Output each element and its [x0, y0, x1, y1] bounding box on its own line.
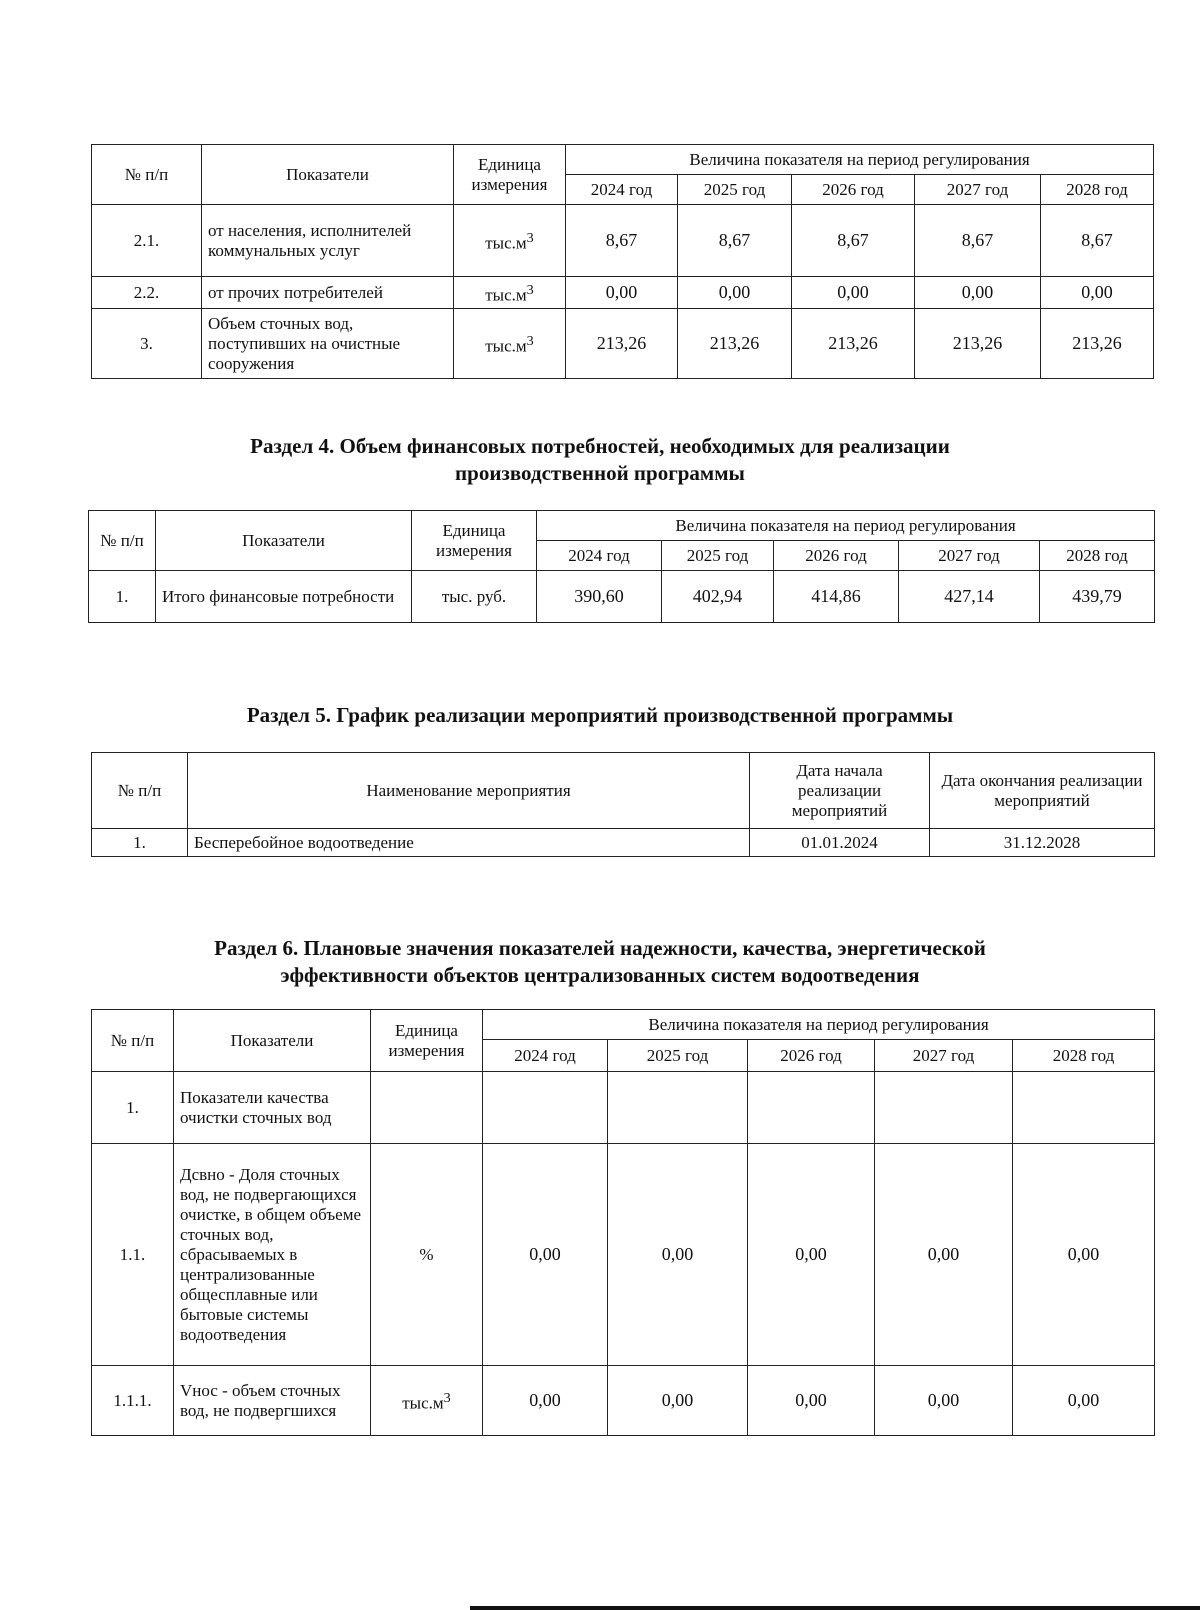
row-num: 1.1.1. [92, 1366, 174, 1436]
table-row [92, 205, 1154, 277]
row-unit: % [371, 1144, 483, 1366]
row-name: от прочих потребителей [202, 277, 454, 309]
header-year: 2024 год [537, 541, 662, 571]
header-year: 2028 год [1013, 1040, 1155, 1072]
row-value: 8,67 [566, 205, 678, 277]
table-row [92, 309, 1154, 379]
header-unit: Единица измерения [371, 1010, 483, 1072]
row-value: 0,00 [1041, 277, 1154, 309]
row-value: 0,00 [608, 1144, 748, 1366]
row-value: 402,94 [662, 571, 774, 623]
scan-edge-line [470, 1606, 1200, 1610]
header-year: 2026 год [774, 541, 899, 571]
row-start-date: 01.01.2024 [750, 829, 930, 857]
header-num: № п/п [92, 753, 188, 829]
row-value [875, 1072, 1013, 1144]
header-year: 2026 год [792, 175, 915, 205]
row-value: 8,67 [915, 205, 1041, 277]
section4-title: Раздел 4. Объем финансовых потребностей, необходимых для реализации производственной программы [250, 434, 950, 485]
row-value: 390,60 [537, 571, 662, 623]
row-num: 2.1. [92, 205, 202, 277]
schedule-table [91, 752, 1155, 857]
header-num: № п/п [92, 145, 202, 205]
row-name: Дсвно - Доля сточных вод, не подвергающихся очистке, в общем объеме сточных вод, сбрасываемых в централизованные общесплавные или бытовые системы водоотведения [174, 1144, 371, 1366]
row-value [1013, 1072, 1155, 1144]
row-value: 8,67 [1041, 205, 1154, 277]
header-end-date: Дата окончания реализации мероприятий [930, 753, 1155, 829]
header-num: № п/п [89, 511, 156, 571]
header-year: 2027 год [899, 541, 1040, 571]
header-indicators: Показатели [202, 145, 454, 205]
row-value: 0,00 [748, 1144, 875, 1366]
row-end-date: 31.12.2028 [930, 829, 1155, 857]
row-value: 0,00 [792, 277, 915, 309]
row-unit: $тыс.м^3$ [371, 1366, 483, 1436]
header-year: 2024 год [483, 1040, 608, 1072]
header-indicators: Показатели [156, 511, 412, 571]
row-unit: тыс. руб. [412, 571, 537, 623]
row-name: Показатели качества очистки сточных вод [174, 1072, 371, 1144]
row-value: 213,26 [1041, 309, 1154, 379]
header-period: Величина показателя на период регулирования [537, 511, 1155, 541]
row-value: 0,00 [1013, 1144, 1155, 1366]
row-unit [371, 1072, 483, 1144]
row-value: 213,26 [566, 309, 678, 379]
section5-title: Раздел 5. График реализации мероприятий производственной программы [246, 703, 954, 727]
header-year: 2025 год [662, 541, 774, 571]
header-year: 2025 год [678, 175, 792, 205]
row-value: 0,00 [1013, 1366, 1155, 1436]
financial-needs-table [88, 510, 1155, 623]
row-value: 439,79 [1040, 571, 1155, 623]
row-value: 0,00 [875, 1366, 1013, 1436]
row-num: 1. [92, 829, 188, 857]
row-value [483, 1072, 608, 1144]
header-start-date: Дата начала реализации мероприятий [750, 753, 930, 829]
row-num: 1.1. [92, 1144, 174, 1366]
header-num: № п/п [92, 1010, 174, 1072]
row-value: 8,67 [792, 205, 915, 277]
row-value: 414,86 [774, 571, 899, 623]
row-value: 0,00 [678, 277, 792, 309]
row-value: 0,00 [875, 1144, 1013, 1366]
row-name: Итого финансовые потребности [156, 571, 412, 623]
row-value: 213,26 [915, 309, 1041, 379]
row-value: 0,00 [483, 1144, 608, 1366]
row-num: 1. [92, 1072, 174, 1144]
row-unit: $тыс.м^3$ [454, 205, 566, 277]
table-row [92, 1144, 1155, 1366]
table-row [89, 571, 1155, 623]
row-unit: $тыс.м^3$ [454, 309, 566, 379]
row-name: Бесперебойное водоотведение [188, 829, 750, 857]
header-year: 2027 год [915, 175, 1041, 205]
row-num: 3. [92, 309, 202, 379]
row-num: 2.2. [92, 277, 202, 309]
header-year: 2028 год [1040, 541, 1155, 571]
row-value: 213,26 [678, 309, 792, 379]
row-value: 0,00 [566, 277, 678, 309]
header-year: 2024 год [566, 175, 678, 205]
row-unit: $тыс.м^3$ [454, 277, 566, 309]
row-value [748, 1072, 875, 1144]
table-row [92, 277, 1154, 309]
row-value: 213,26 [792, 309, 915, 379]
volume-table [91, 144, 1154, 379]
row-value: 8,67 [678, 205, 792, 277]
table-row [92, 829, 1155, 857]
row-name: от населения, исполнителей коммунальных услуг [202, 205, 454, 277]
header-year: 2027 год [875, 1040, 1013, 1072]
indicators-table [91, 1009, 1155, 1436]
row-num: 1. [89, 571, 156, 623]
row-value: 427,14 [899, 571, 1040, 623]
row-value [608, 1072, 748, 1144]
header-year: 2026 год [748, 1040, 875, 1072]
header-period: Величина показателя на период регулирования [566, 145, 1154, 175]
table-row [92, 1072, 1155, 1144]
section6-title: Раздел 6. Плановые значения показателей надежности, качества, энергетической эффективности объектов централизованных систем водоотведения [214, 936, 986, 987]
row-name: Vнос - объем сточных вод, не подвергшихся [174, 1366, 371, 1436]
header-name: Наименование мероприятия [188, 753, 750, 829]
row-value: 0,00 [748, 1366, 875, 1436]
table-row [92, 1366, 1155, 1436]
header-unit: Единица измерения [454, 145, 566, 205]
header-year: 2025 год [608, 1040, 748, 1072]
header-year: 2028 год [1041, 175, 1154, 205]
row-value: 0,00 [915, 277, 1041, 309]
header-unit: Единица измерения [412, 511, 537, 571]
header-indicators: Показатели [174, 1010, 371, 1072]
row-name: Объем сточных вод, поступивших на очистные сооружения [202, 309, 454, 379]
row-value: 0,00 [608, 1366, 748, 1436]
row-value: 0,00 [483, 1366, 608, 1436]
header-period: Величина показателя на период регулирования [483, 1010, 1155, 1040]
